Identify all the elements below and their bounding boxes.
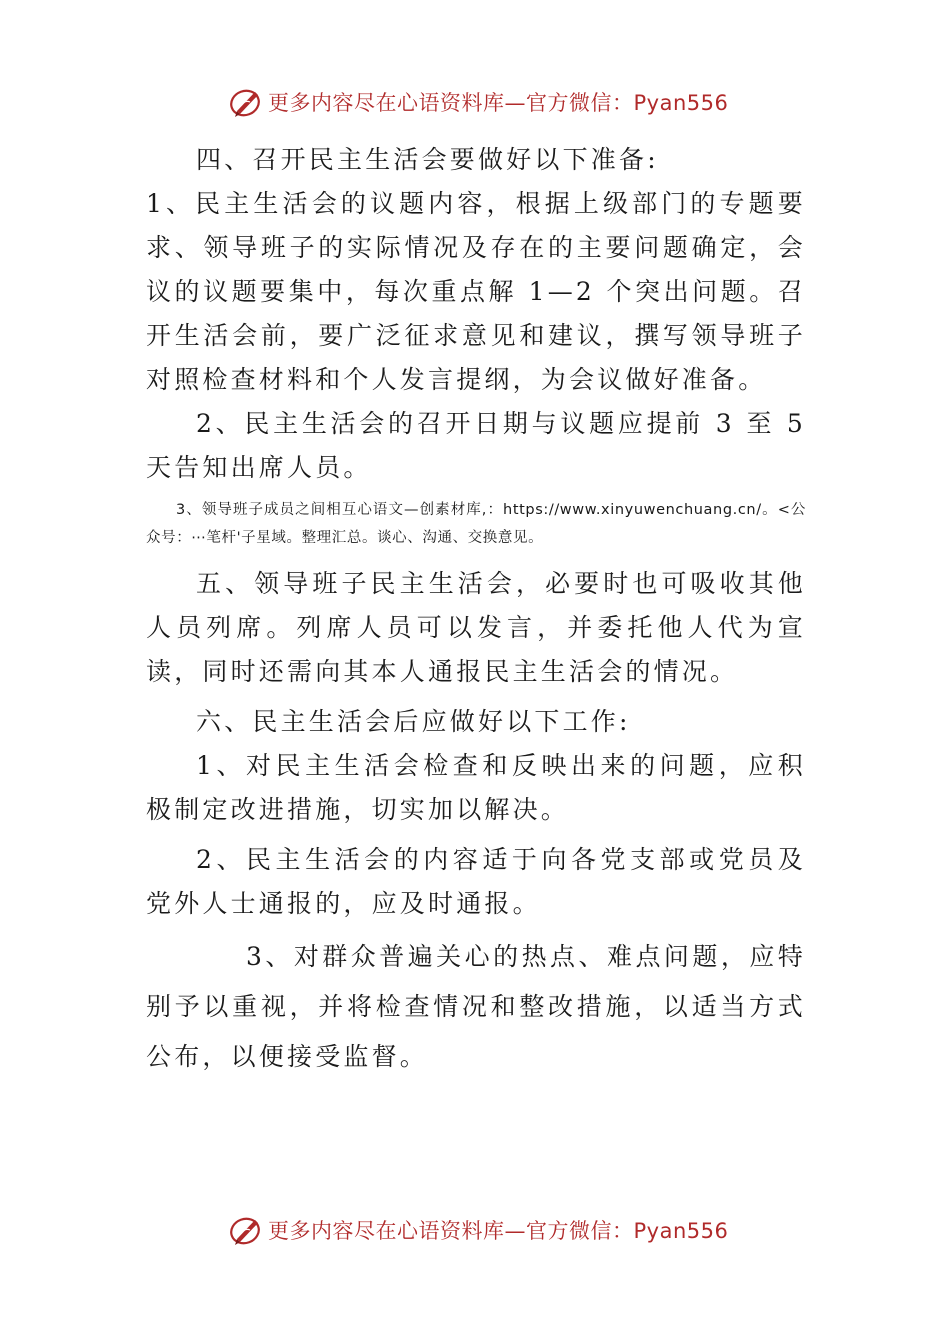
- paragraph-6-3: 3、对群众普遍关心的热点、难点问题，应特别予以重视，并将检查情况和整改措施，以适当方式公布，以便接受监督。: [146, 942, 806, 1071]
- paragraph-4-3: 3、领导班子成员之间相互心语文—创素材库,：https://www.xinyuwenchuang.cn/。<公众号：⋯笔杆'子星域。整理汇总。谈心、沟通、交换意见。: [146, 502, 806, 546]
- paragraph-6-1: 1、对民主生活会检查和反映出来的问题，应积极制定改进措施，切实加以解决。: [146, 751, 806, 824]
- paragraph-4-2: 2、民主生活会的召开日期与议题应提前 3 至 5 天告知出席人员。: [146, 409, 806, 482]
- document-body: [146, 138, 806, 1082]
- section-6-heading: 六、民主生活会后应做好以下工作:: [196, 707, 631, 736]
- header-banner: [228, 82, 728, 122]
- banner-text: 更多内容尽在心语资料库—官方微信：Pyan556: [268, 91, 729, 115]
- pen-logo-icon: [228, 84, 264, 120]
- paragraph-6-2: 2、民主生活会的内容适于向各党支部或党员及党外人士通报的，应及时通报。: [146, 845, 806, 918]
- pen-logo-icon: [228, 1212, 264, 1248]
- paragraph-4-1: 1、民主生活会的议题内容，根据上级部门的专题要求、领导班子的实际情况及存在的主要问题确定，会议的议题要集中，每次重点解 1—2 个突出问题。召开生活会前，要广泛征求意见和建议，撰写领导班子对照检查材料和个人发言提纲，为会议做好准备。: [146, 189, 806, 394]
- footer-banner: [228, 1210, 728, 1250]
- section-4-heading: 四、召开民主生活会要做好以下准备:: [196, 145, 659, 174]
- section-5-paragraph: 五、领导班子民主生活会，必要时也可吸收其他人员列席。列席人员可以发言，并委托他人代为宣读，同时还需向其本人通报民主生活会的情况。: [146, 569, 806, 686]
- banner-text: 更多内容尽在心语资料库—官方微信：Pyan556: [268, 1219, 729, 1243]
